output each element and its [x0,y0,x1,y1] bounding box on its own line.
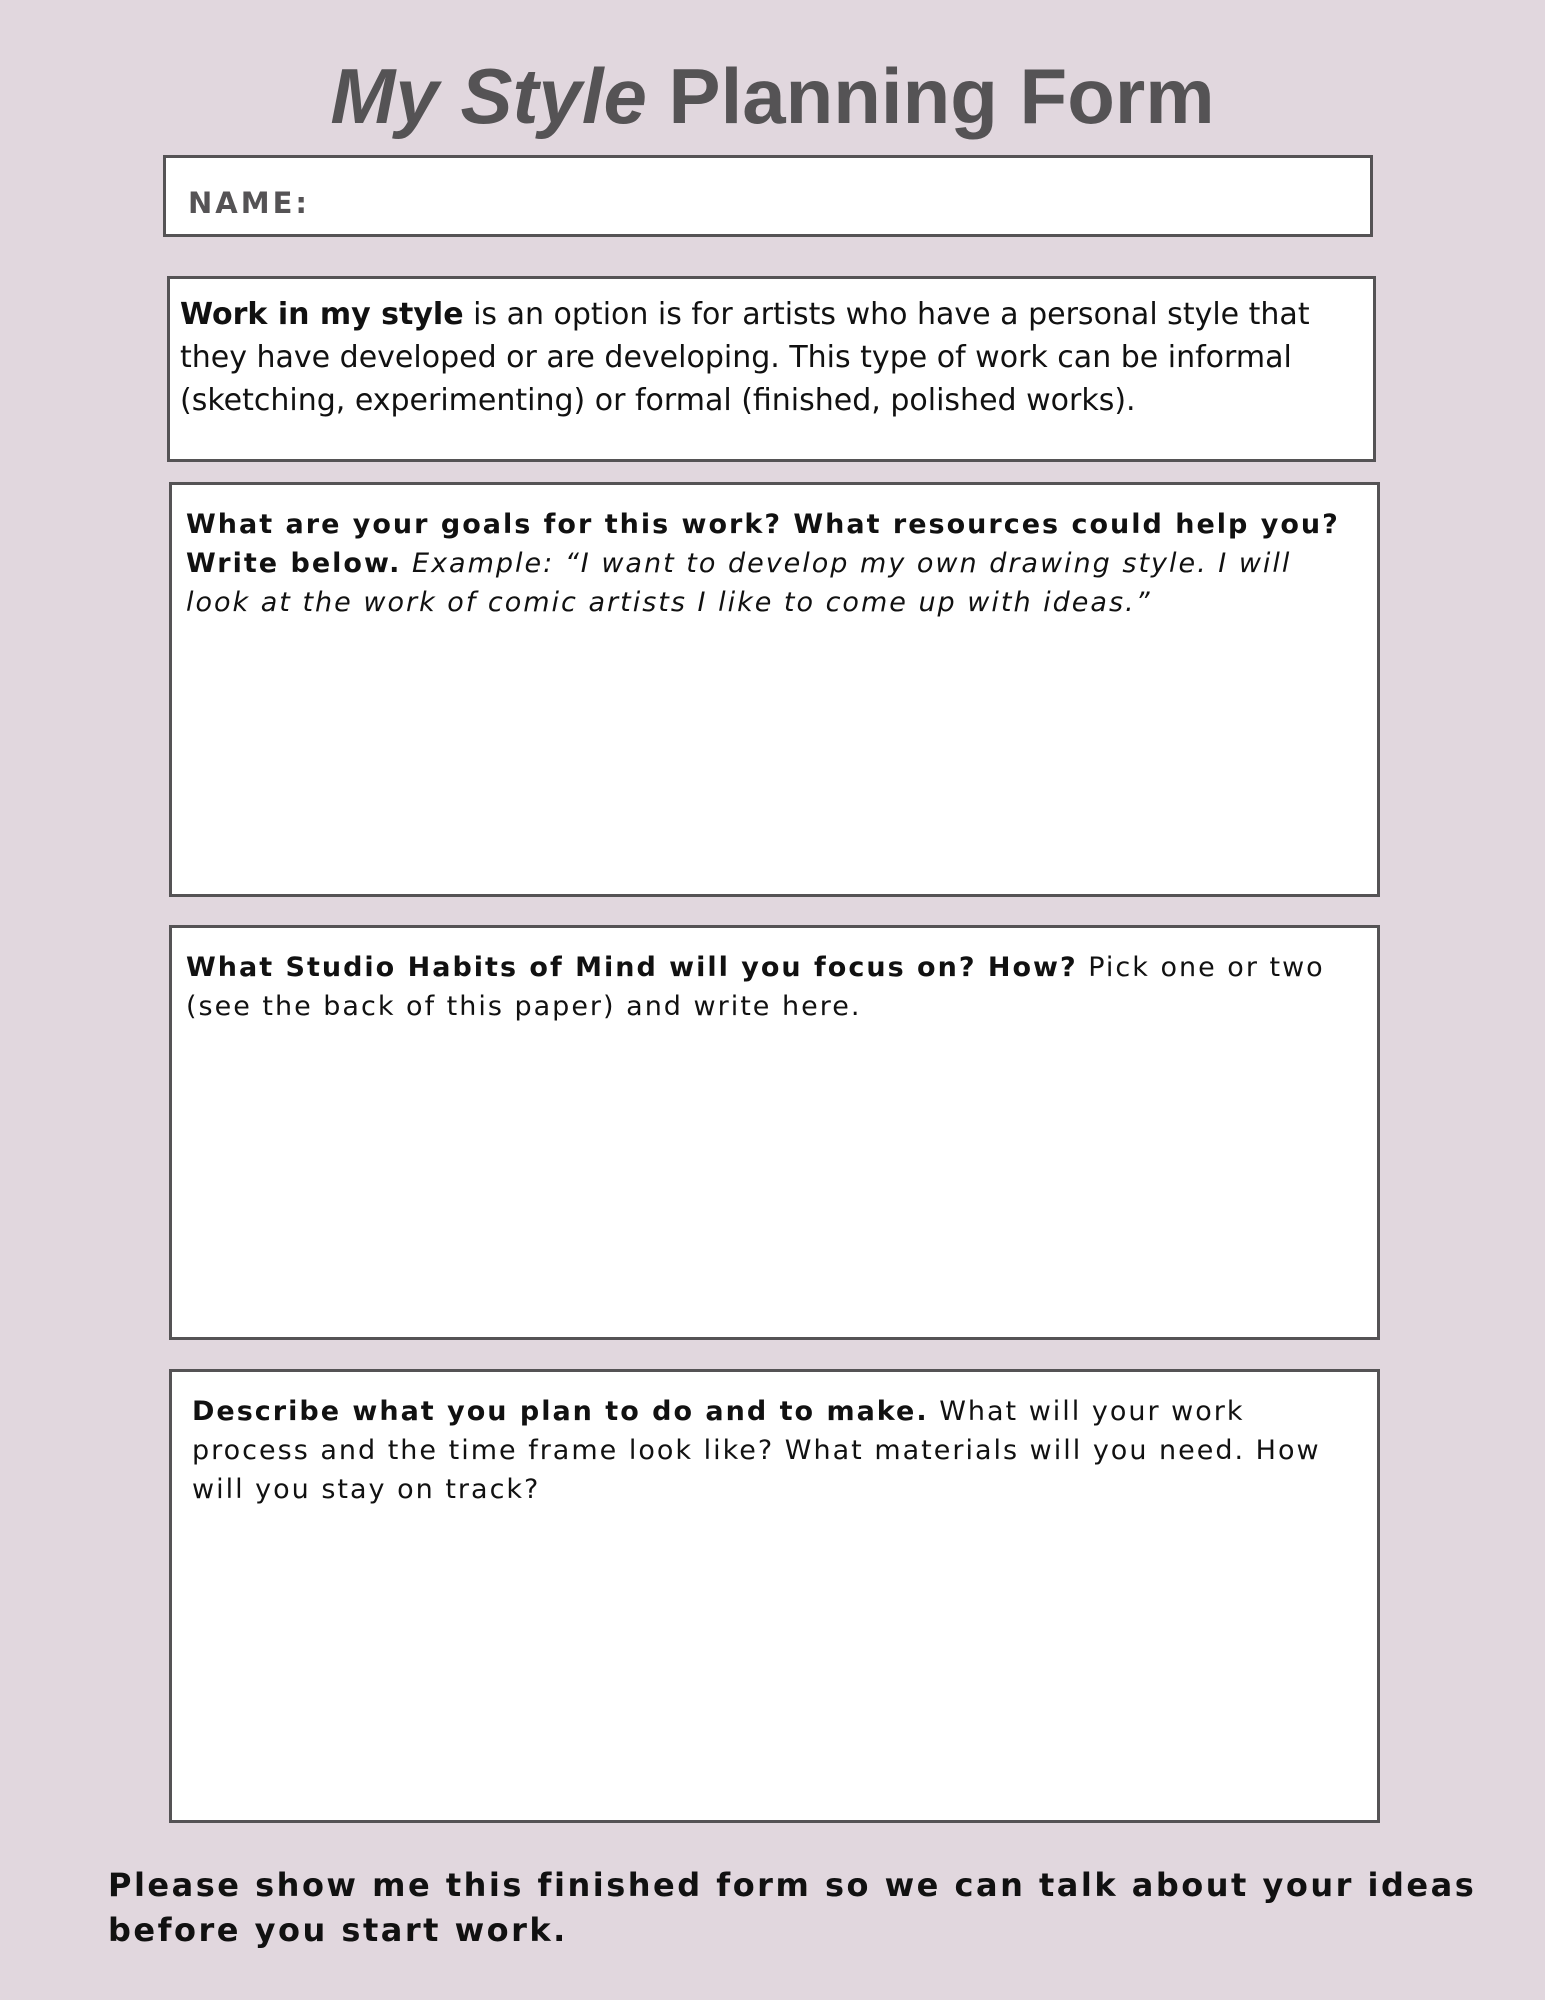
plan-prompt-bold: Describe what you plan to do and to make. [192,1396,929,1427]
goals-prompt-bold: What are your goals for this work? What resources could help you? Write below. [186,509,1340,579]
name-field[interactable] [163,155,1373,237]
intro-box [167,276,1376,462]
plan-prompt-text: What will your work process and the time frame look like? What materials will you need. How will you stay on track? [192,1396,1321,1505]
goals-answer-box[interactable] [169,482,1380,897]
plan-prompt [192,1392,1372,1509]
page-title [0,48,1545,144]
plan-answer-box[interactable] [169,1369,1380,1823]
name-label: NAME: [188,186,310,220]
intro-body: is an option is for artists who have a personal style that they have developed or are developing. This type of work can be informal (sketching, experimenting) or formal (finished, polished works). [180,297,1310,418]
habits-prompt-text: Pick one or two (see the back of this paper) and write here. [186,952,1325,1022]
habits-answer-box[interactable] [169,925,1380,1340]
title-regular: Planning Form [646,52,1215,140]
goals-prompt [186,505,1366,622]
goals-prompt-example: Example: “I want to develop my own drawing style. I will look at the work of comic artists I like to come up with ideas.” [186,548,1292,618]
intro-bold: Work in my style [180,297,464,332]
footer-note: Please show me this finished form so we can talk about your ideas before you start work. [108,1866,1477,1949]
habits-prompt-bold: What Studio Habits of Mind will you focus on? How? [186,952,1078,983]
title-italic: My Style [330,52,647,140]
habits-prompt [186,948,1366,1026]
intro-text [180,293,1360,422]
